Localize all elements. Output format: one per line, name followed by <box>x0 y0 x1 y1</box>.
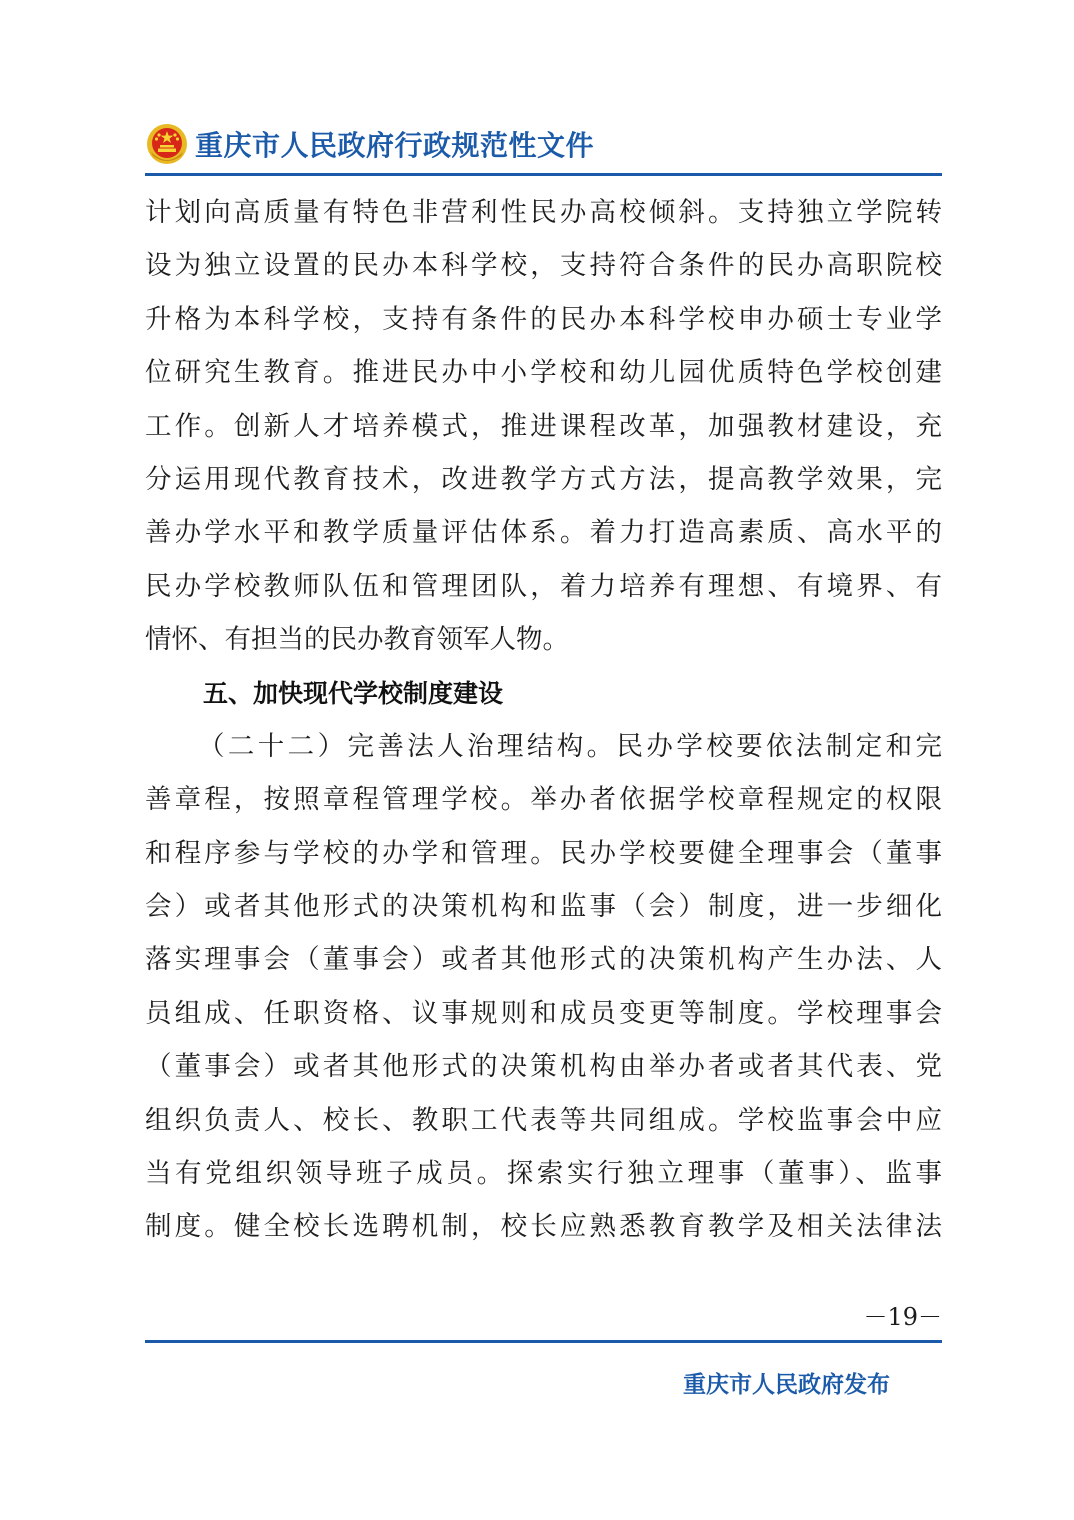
national-emblem-icon <box>145 122 189 166</box>
section-line: 当有党组织领导班子成员。探索实行独立理事（董事）、监事 <box>145 1158 942 1190</box>
footer-publisher: 重庆市人民政府发布 <box>683 1372 890 1398</box>
body-line: 位研究生教育。推进民办中小学校和幼儿园优质特色学校创建 <box>145 357 942 389</box>
section-heading: 五、加快现代学校制度建设 <box>203 678 504 708</box>
body-line: 情怀、有担当的民办教育领军人物。 <box>145 624 569 656</box>
document-header <box>145 118 594 170</box>
section-line: （二十二）完善法人治理结构。民办学校要依法制定和完 <box>198 730 942 762</box>
document-body <box>145 186 942 1254</box>
body-line: 设为独立设置的民办本科学校，支持符合条件的民办高职院校 <box>145 250 942 282</box>
section-line: 落实理事会（董事会）或者其他形式的决策机构产生办法、人 <box>145 944 942 976</box>
body-line: 民办学校教师队伍和管理团队，着力培养有理想、有境界、有 <box>145 570 942 602</box>
footer-divider <box>145 1340 942 1343</box>
page-number: －19－ <box>863 1303 942 1331</box>
body-line: 善办学水平和教学质量评估体系。着力打造高素质、高水平的 <box>145 517 942 549</box>
body-line: 工作。创新人才培养模式，推进课程改革，加强教材建设，充 <box>145 410 942 442</box>
section-line: （董事会）或者其他形式的决策机构由举办者或者其代表、党 <box>145 1051 942 1083</box>
header-divider <box>145 173 942 176</box>
body-line: 计划向高质量有特色非营利性民办高校倾斜。支持独立学院转 <box>145 197 942 228</box>
section-line: 会）或者其他形式的决策机构和监事（会）制度，进一步细化 <box>145 891 942 923</box>
section-line: 制度。健全校长选聘机制，校长应熟悉教育教学及相关法律法 <box>145 1211 942 1243</box>
section-line: 员组成、任职资格、议事规则和成员变更等制度。学校理事会 <box>145 997 942 1029</box>
section-line: 善章程，按照章程管理学校。举办者依据学校章程规定的权限 <box>145 784 942 816</box>
body-line: 升格为本科学校，支持有条件的民办本科学校申办硕士专业学 <box>145 303 942 335</box>
body-line: 分运用现代教育技术，改进教学方式方法，提高教学效果，完 <box>145 463 942 495</box>
header-title: 重庆市人民政府行政规范性文件 <box>195 129 595 162</box>
section-line: 组织负责人、校长、教职工代表等共同组成。学校监事会中应 <box>145 1104 942 1136</box>
section-line: 和程序参与学校的办学和管理。民办学校要健全理事会（董事 <box>145 837 942 869</box>
